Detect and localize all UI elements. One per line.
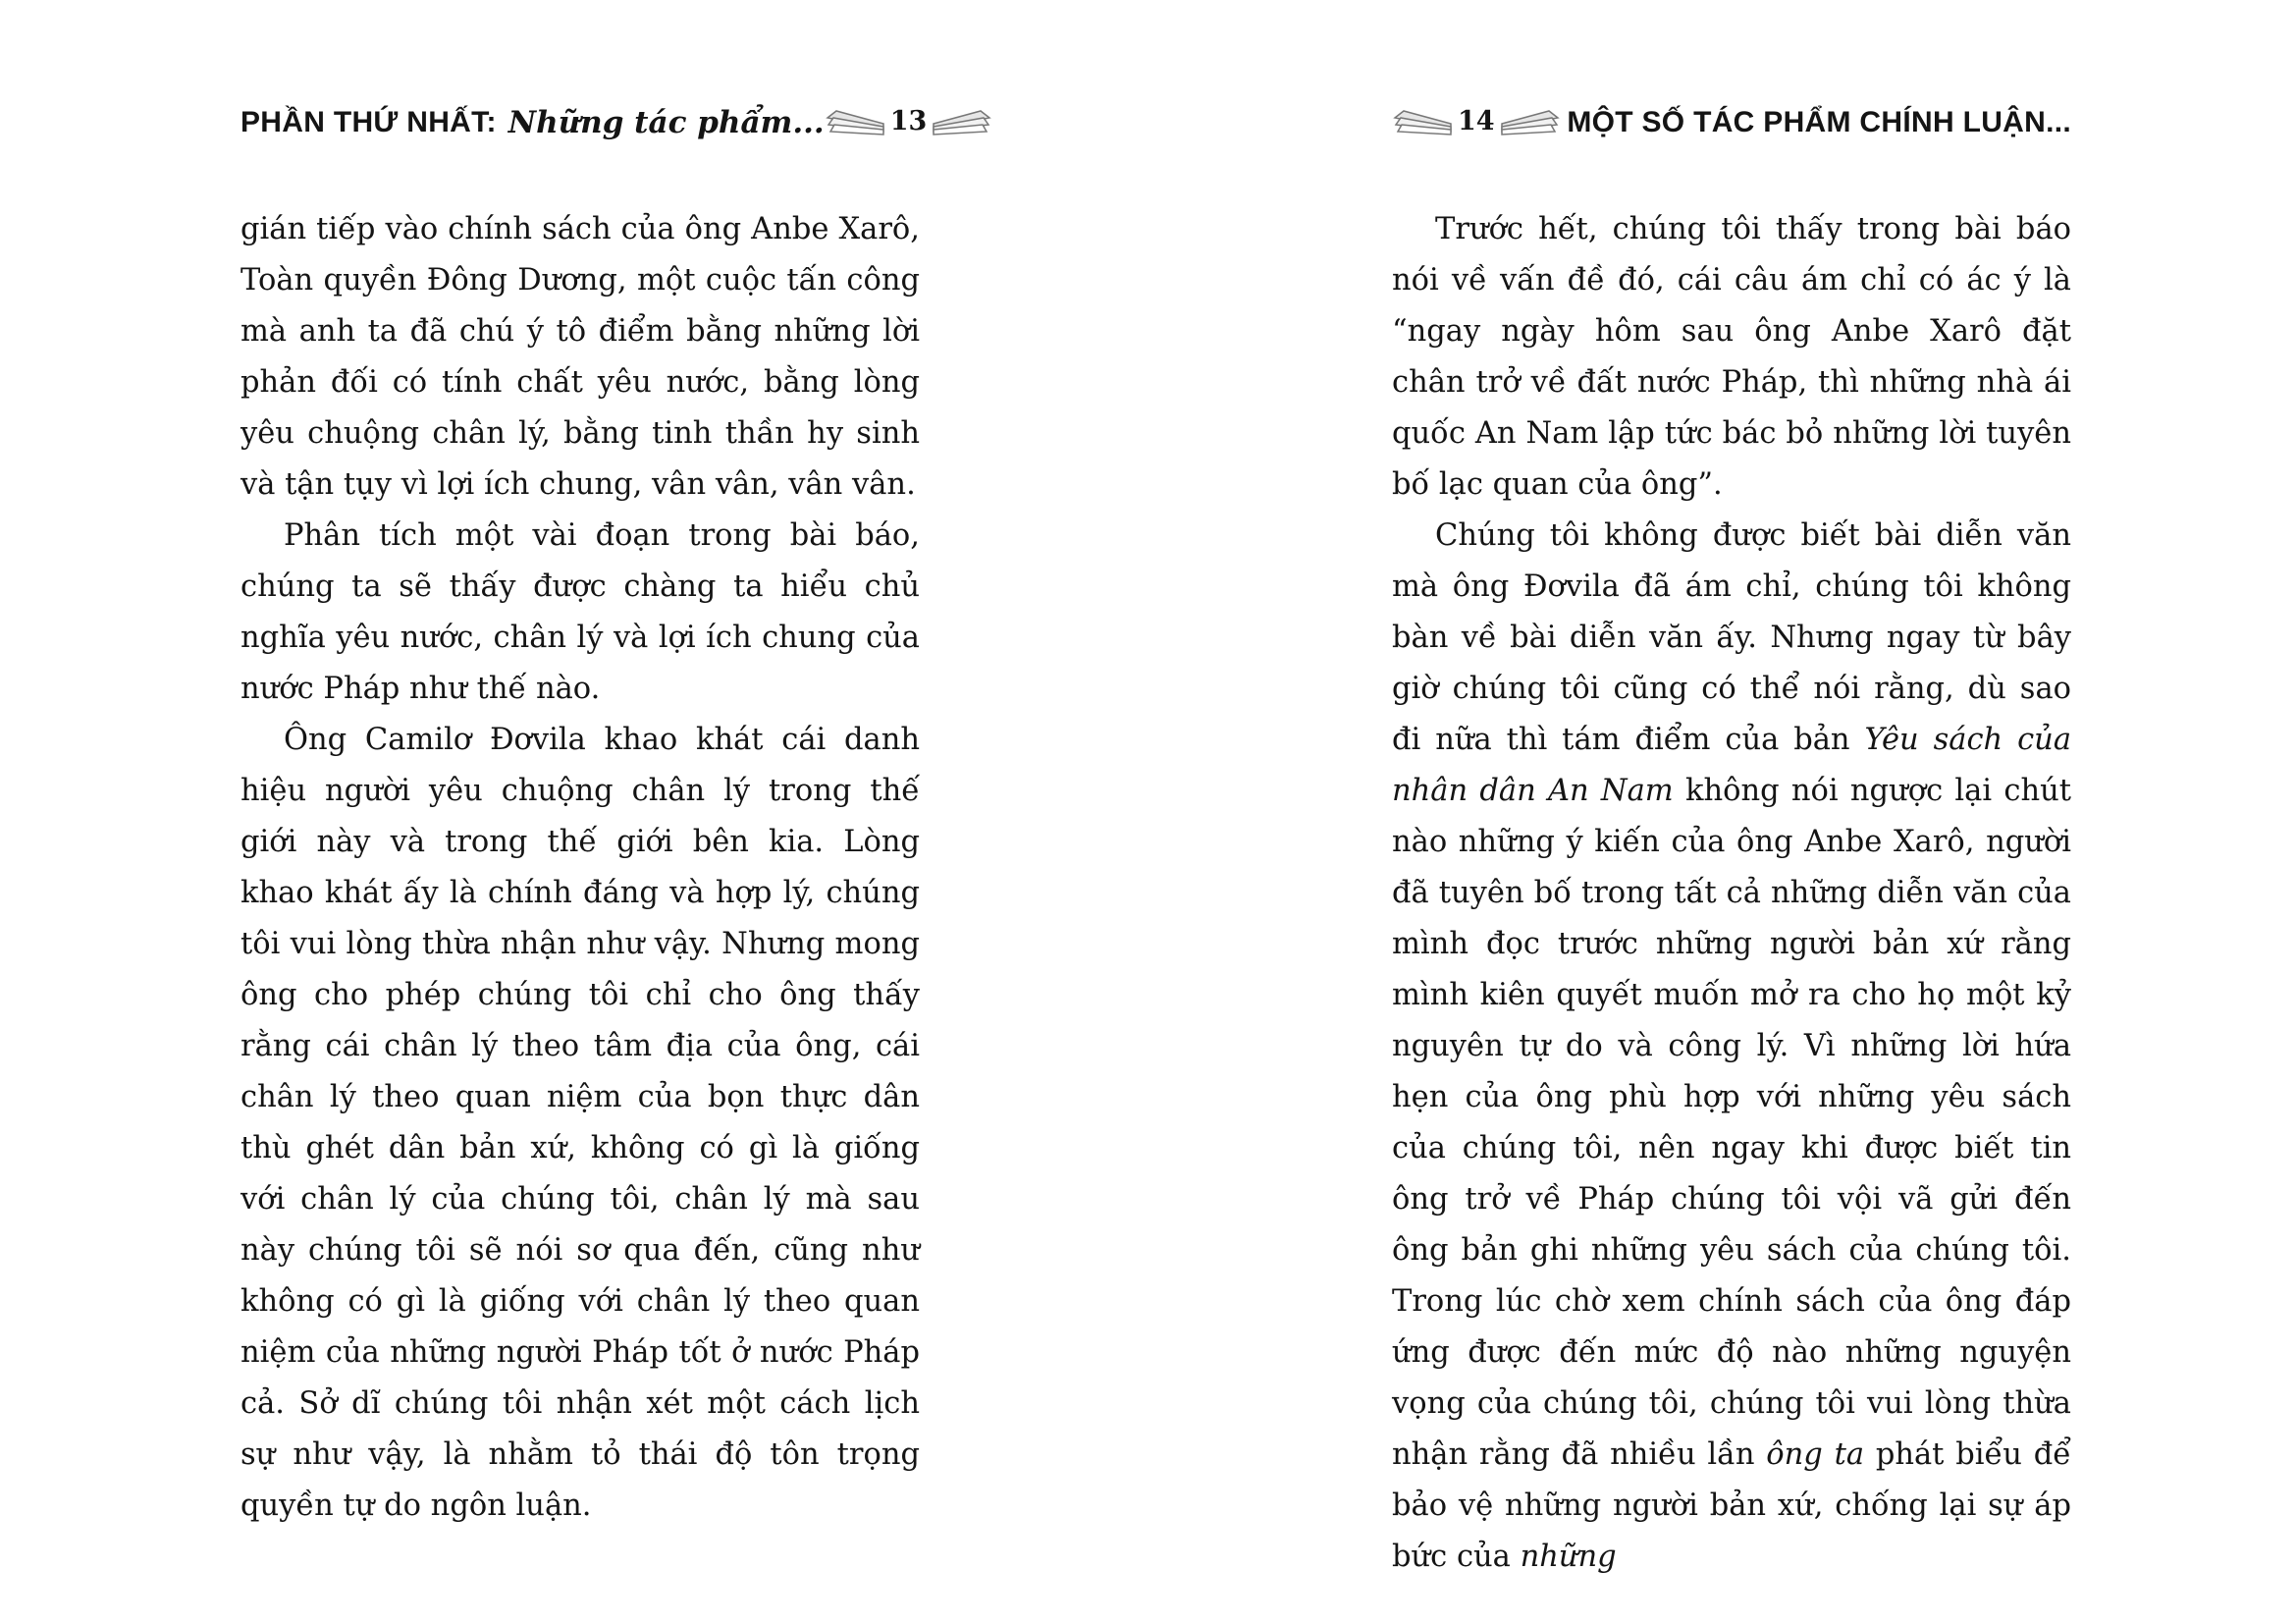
book-wing-right-icon [932,103,992,142]
text-run: gián tiếp vào chính sách của ông Anbe Xarô, Toàn quyền Đông Dương, một cuộc tấn công mà anh ta đã chú ý tô điểm bằng những lời phản đối có tính chất yêu nước, bằng lòng yêu chuộng chân lý, bằng tinh thần hy sinh và tận tụy vì lợi ích chung, vân vân, vân vân. [240,212,920,502]
text-run: không nói ngược lại chút nào những ý kiến của ông Anbe Xarô, người đã tuyên bố trong tất cả những diễn văn của mình đọc trước những người bản xứ rằng mình kiên quyết muốn mở ra cho họ một kỷ nguyên tự do và công lý. Vì những lời hứa hẹn của ông phù hợp với những yêu sách của chúng tôi, nên ngay khi được biết tin ông trở về Pháp chúng tôi vội vã gửi đến ông bản ghi những yêu sách của chúng tôi. Trong lúc chờ xem chính sách của ông đáp ứng được đến mức độ nào những nguyện vọng của chúng tôi, chúng tôi vui lòng thừa nhận rằng đã nhiều lần [1392,774,2072,1472]
book-ornament-left-page [825,103,993,142]
section-title: MỘT SỐ TÁC PHẨM CHÍNH LUẬN... [1567,106,2071,138]
text-run: những [1520,1540,1617,1574]
text-run: Phân tích một vài đoạn trong bài báo, chúng ta sẽ thấy được chàng ta hiểu chủ nghĩa yêu nước, chân lý và lợi ích chung của nước Pháp như thế nào. [240,518,920,706]
book-wing-left-icon [825,103,885,142]
part-label: PHẦN THỨ NHẤT: [240,106,497,138]
paragraph [1392,511,2071,1583]
paragraph [240,715,920,1532]
text-run: Yêu sách của nhân dân An Nam [1392,723,2072,808]
right-page-number: 14 [1458,105,1495,136]
right-page-header [1392,94,2071,151]
text-run: Ông Camilơ Đơvila khao khát cái danh hiệu người yêu chuộng chân lý trong thế giới này và trong thế giới bên kia. Lòng khao khát ấy là chính đáng và hợp lý, chúng tôi vui lòng thừa nhận như vậy. Nhưng mong ông cho phép chúng tôi chỉ cho ông thấy rằng cái chân lý theo tâm địa của ông, cái chân lý theo quan niệm của bọn thực dân thù ghét dân bản xứ, không có gì là giống với chân lý của chúng tôi, chân lý mà sau này chúng tôi sẽ nói sơ qua đến, cũng như không có gì là giống với chân lý theo quan niệm của những người Pháp tốt ở nước Pháp cả. Sở dĩ chúng tôi nhận xét một cách lịch sự như vậy, là nhằm tỏ thái độ tôn trọng quyền tự do ngôn luận. [240,723,920,1523]
book-ornament-right-page [1392,103,1561,142]
left-page-header [240,94,928,151]
text-run: Chúng tôi không được biết bài diễn văn mà ông Đơvila đã ám chỉ, chúng tôi không bàn về bài diễn văn ấy. Nhưng ngay từ bây giờ chúng tôi cũng có thể nói rằng, dù sao đi nữa thì tám điểm của bản [1392,518,2071,757]
text-run: phát biểu để bảo vệ những người bản xứ, chống lại sự áp bức của [1392,1437,2071,1574]
left-page [240,0,928,1532]
left-page-number: 13 [889,105,928,136]
right-page-body [1392,204,2071,1583]
book-wing-right-icon [1500,103,1561,142]
part-title-script: Những tác phẩm... [507,105,825,140]
paragraph [1392,204,2071,511]
right-page [1392,0,2071,1583]
text-run: Trước hết, chúng tôi thấy trong bài báo nói về vấn đề đó, cái câu ám chỉ có ác ý là “ngay ngày hôm sau ông Anbe Xarô đặt chân trở về đất nước Pháp, thì những nhà ái quốc An Nam lập tức bác bỏ những lời tuyên bố lạc quan của ông”. [1392,212,2071,502]
book-wing-left-icon [1392,103,1453,142]
text-run: ông ta [1766,1437,1865,1472]
paragraph [240,511,920,715]
paragraph [240,204,920,511]
left-page-body [240,204,920,1532]
